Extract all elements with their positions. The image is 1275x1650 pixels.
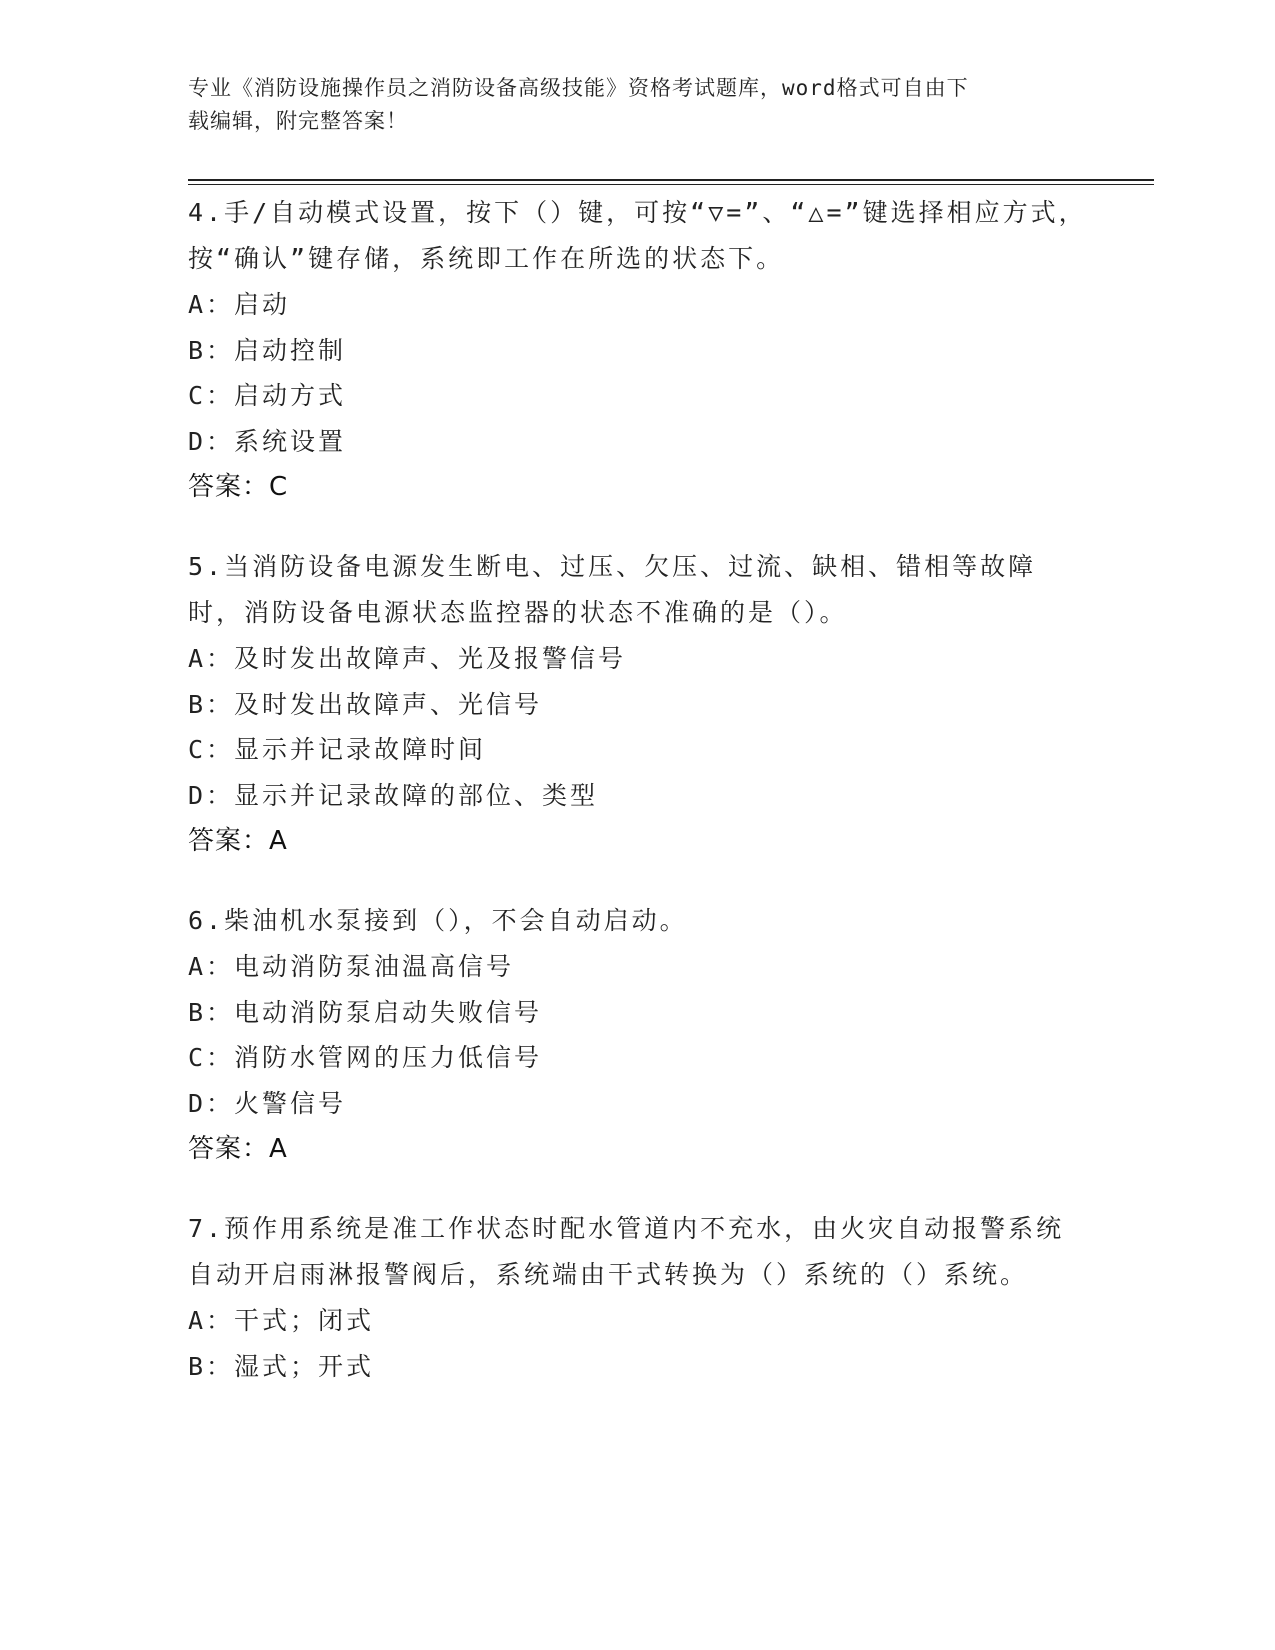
question-list <box>188 190 1088 1423</box>
question-5 <box>188 544 1088 864</box>
header-line-2: 载编辑，附完整答案！ <box>188 109 408 133</box>
page-header <box>188 72 1088 138</box>
option-a: A：及时发出故障声、光及报警信号 <box>188 644 627 673</box>
option-c: C：消防水管网的压力低信号 <box>188 1043 543 1072</box>
option-a: A：电动消防泵油温高信号 <box>188 952 515 981</box>
question-text: 5.当消防设备电源发生断电、过压、欠压、过流、缺相、错相等故障时，消防设备电源状态监控器的状态不准确的是（）。 <box>188 552 1037 627</box>
question-text: 4.手/自动模式设置，按下（）键，可按“▽=”、“△=”键选择相应方式，按“确认”键存储，系统即工作在所选的状态下。 <box>188 198 1087 273</box>
question-7 <box>188 1206 1088 1389</box>
header-divider <box>188 179 1154 181</box>
option-d: D：显示并记录故障的部位、类型 <box>188 780 599 810</box>
option-d: D：火警信号 <box>188 1088 347 1118</box>
option-b: B：电动消防泵启动失败信号 <box>188 997 543 1027</box>
option-a: A：干式；闭式 <box>188 1306 375 1335</box>
question-text: 7.预作用系统是准工作状态时配水管道内不充水，由火灾自动报警系统自动开启雨淋报警阀后，系统端由干式转换为（）系统的（）系统。 <box>188 1214 1065 1289</box>
option-a: A：启动 <box>188 290 291 319</box>
question-text: 6.柴油机水泵接到（），不会自动启动。 <box>188 906 688 935</box>
answer: 答案：C <box>188 472 289 502</box>
option-b: B：湿式；开式 <box>188 1351 375 1381</box>
question-4 <box>188 190 1088 510</box>
answer: 答案：A <box>188 1134 288 1164</box>
header-line-1: 专业《消防设施操作员之消防设备高级技能》资格考试题库，word格式可自由下 <box>188 76 969 100</box>
question-6 <box>188 898 1088 1172</box>
answer: 答案：A <box>188 826 288 856</box>
option-c: C：启动方式 <box>188 381 347 410</box>
header-divider-thin <box>188 184 1154 185</box>
option-c: C：显示并记录故障时间 <box>188 735 487 764</box>
option-b: B：启动控制 <box>188 335 347 365</box>
option-b: B：及时发出故障声、光信号 <box>188 689 543 719</box>
option-d: D：系统设置 <box>188 426 347 456</box>
